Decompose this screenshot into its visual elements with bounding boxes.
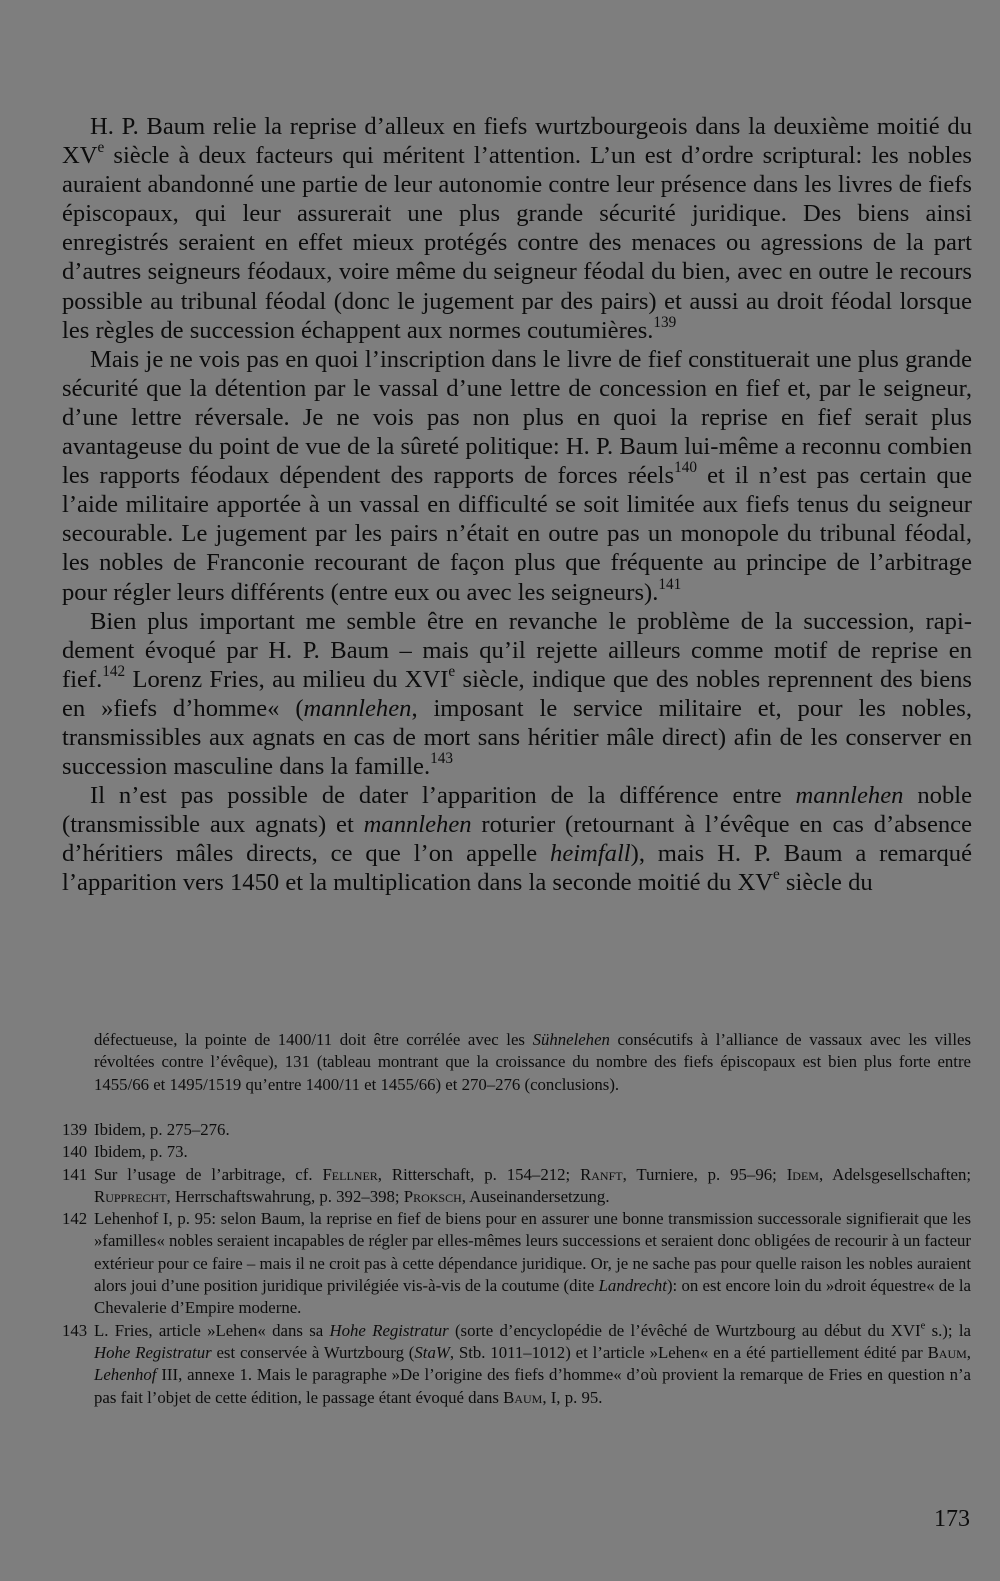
text-run: , imposant le service militaire et, pour les nobles, transmissibles aux agnats en cas de mort sans héritier mâle direct) afin de les conserver en succession masculine dans la famille. [62,694,972,781]
text-run: , Stb. 1011–1012) et l’article »Lehen« en a été partiellement édité par [449,1342,928,1362]
main-text [62,112,972,898]
italic-term: Lehenhof [94,1365,157,1385]
italic-term: mannlehen [303,694,412,722]
text-run: s.); la [925,1320,971,1340]
text-run: ), mais H. P. Baum a remarqué l’apparition vers 1450 et la multiplication dans la seconde moitié du XV [62,840,973,897]
text-run: et il n’est pas certain que l’aide militaire apportée à un vassal en difficulté se soit limitée aux fiefs tenus du seigneur secourable. Le jugement par les pairs n’était en outre pas un monopole du tribunal féodal, les nobles de Franconie recourant de façon plus que fréquente au principe de l’arbitrage pour régler leurs différents (entre eux ou avec les seigneurs). [62,462,972,606]
text-run: siècle du [779,869,873,897]
text-run: , Adelsgesellschaften; [818,1164,971,1184]
text-run: , Ritterschaft, p. 154–212; [377,1164,581,1184]
author-name: Idem [786,1164,819,1184]
text-run: Il n’est pas possible de dater l’apparition de la différence entre [90,782,796,810]
text-run: Sur l’usage de l’arbitrage, cf. [94,1164,323,1184]
superscript: e [773,866,780,884]
author-name: Ranft [580,1164,623,1184]
text-run: , Turniere, p. 95–96; [622,1164,787,1184]
text-run: consécutifs à l’alliance de vassaux avec les villes révoltées contre l’évêque), 131 (tableau montrant que la croissance du nombre des fiefs épiscopaux est bien plus forte entre 1455/66 et 1495/1519 qu’entre 1400/11 et 1455/66) et 270–276 (conclusions). [94,1030,971,1094]
footnote-ref-143[interactable]: 143 [430,750,453,768]
superscript: e [97,139,105,157]
footnote-text [94,1208,971,1319]
footnotes-list [62,1119,971,1409]
text-run: Bien plus important me semble être en revanche le problème de la succession, rapidement évoqué par H. P. Baum – mais qu’il rejette ailleurs comme motif de reprise en fief. [62,607,972,693]
italic-term: Hohe Registratur [94,1342,212,1362]
footnote-number: 143 [62,1320,88,1340]
text-run: Mais je ne vois pas en quoi l’inscription dans le livre de fief constituerait une plus grande sécurité que la détention par le vassal d’une lettre de concession en fief et, par le seigneur, d’une lettre réversale. Je ne vois pas non plus en quoi la reprise en fief serait plus avantageuse du point de vue de la sûreté politique: H. P. Baum lui-même a reconnu combien les rapports féodaux dépendent des rapports de forces réels [62,345,972,490]
paragraph-2 [62,345,972,607]
footnote-140 [62,1141,971,1163]
author-name: Rupprecht [94,1186,167,1206]
text-run: , Auseinandersetzung. [461,1186,610,1206]
italic-term: StaW [414,1342,450,1362]
italic-term: mannlehen [795,782,904,810]
text-run: ): on est encore loin du »droit équestre« de la Chevalerie d’Empire moderne. [94,1276,971,1318]
superscript: e [920,1320,926,1332]
italic-term: Landrecht [598,1276,667,1296]
text-run: III, annexe 1. Mais le paragraphe »De l’origine des fiefs d’homme« d’où provient la remarque de Fries en question n’a pas fait l’objet de cette édition, le passage étant évoqué dans [94,1365,971,1407]
footnote-text: Ibidem, p. 275–276. [94,1120,230,1139]
footnote-number: 140 [62,1142,88,1162]
footnote-number: 142 [62,1209,88,1229]
paragraph-4 [62,781,972,897]
author-name: Proksch [403,1186,462,1206]
text-run: , I, p. 95. [542,1387,603,1407]
author-name: Baum [503,1387,543,1407]
text-run: Lehenhof I, p. 95: selon Baum, la reprise en fief de biens pour en assurer une bonne transmission successorale signifierait que les »familles« nobles seraient incapables de régler par elles-mêmes leurs successions et seraient donc obligées de recourir à un facteur extérieur pour ce faire – mais il ne croit pas à cette dépendance juridique. Or, je ne sache pas pour quelle raison les nobles auraient alors joui d’une position juridique privilégiée vis-à-vis de la coutume (dite [94,1209,971,1296]
footnote-continuation [94,1029,971,1096]
text-run: noble (transmissible aux agnats) et [62,782,972,839]
text-run: , Herrschaftswahrung, p. 392–398; [166,1186,404,1206]
italic-term: Hohe Registratur [329,1320,449,1340]
footnote-text [94,1320,971,1409]
italic-term: mannlehen [363,811,472,839]
footnote-number: 139 [62,1120,88,1139]
author-name: Baum [927,1342,967,1362]
author-name: Fellner [322,1164,378,1184]
text-run: , [966,1342,971,1362]
italic-term: heimfall [550,840,631,868]
text-run: défectueuse, la pointe de 1400/11 doit être corrélée avec les [94,1030,533,1049]
footnote-141 [62,1164,971,1209]
footnote-ref-140[interactable]: 140 [674,459,697,477]
page-number: 173 [934,1506,970,1532]
text-run: (sorte d’encyclopédie de l’évêché de Wurtzbourg au début du XVI [448,1320,921,1340]
footnote-number: 141 [62,1164,88,1184]
text-run: Lorenz Fries, au milieu du XVI [125,665,449,693]
text-run: H. P. Baum relie la reprise d’alleux en fiefs wurtzbourgeois dans la deuxième moitié du XV [62,113,972,170]
superscript: e [448,662,456,680]
text-run: L. Fries, article »Lehen« dans sa [94,1320,330,1340]
paragraph-1 [62,112,972,345]
footnote-139 [62,1119,971,1141]
footnote-142 [62,1208,971,1319]
text-run: est conservée à Wurtzbourg ( [211,1342,415,1362]
footnote-text: Ibidem, p. 73. [94,1142,188,1162]
footnote-ref-142[interactable]: 142 [102,662,126,680]
italic-term: Sühnelehen [532,1030,610,1049]
footnote-ref-139[interactable]: 139 [653,313,677,331]
footnote-143 [62,1320,971,1409]
footnote-ref-141[interactable]: 141 [658,575,682,593]
paragraph-3 [62,607,972,782]
text-run: siècle à deux facteurs qui méritent l’attention. L’un est d’ordre scriptural: les nobles auraient abandonné une partie de leur autonomie contre leur présence dans les livres de fiefs épiscopaux, qui leur assurerait une plus grande sécurité juridique. Des biens ainsi enregistrés seraient en effet mieux protégés contre des menaces ou agressions de la part d’autres seigneurs féodaux, voire même du seigneur féodal du bien, avec en outre le recours possible au tribunal féodal (donc le jugement par des pairs) et aussi au droit féodal lorsque les règles de succession échappent aux normes coutumières. [62,142,972,344]
footnote-text [94,1164,971,1209]
text-run: siècle, indique que des nobles reprennent des biens en »fiefs d’homme« ( [62,665,972,722]
text-run: roturier (retournant à l’évêque en cas d’absence d’héritiers mâles directs, ce que l’on appelle [62,811,973,868]
